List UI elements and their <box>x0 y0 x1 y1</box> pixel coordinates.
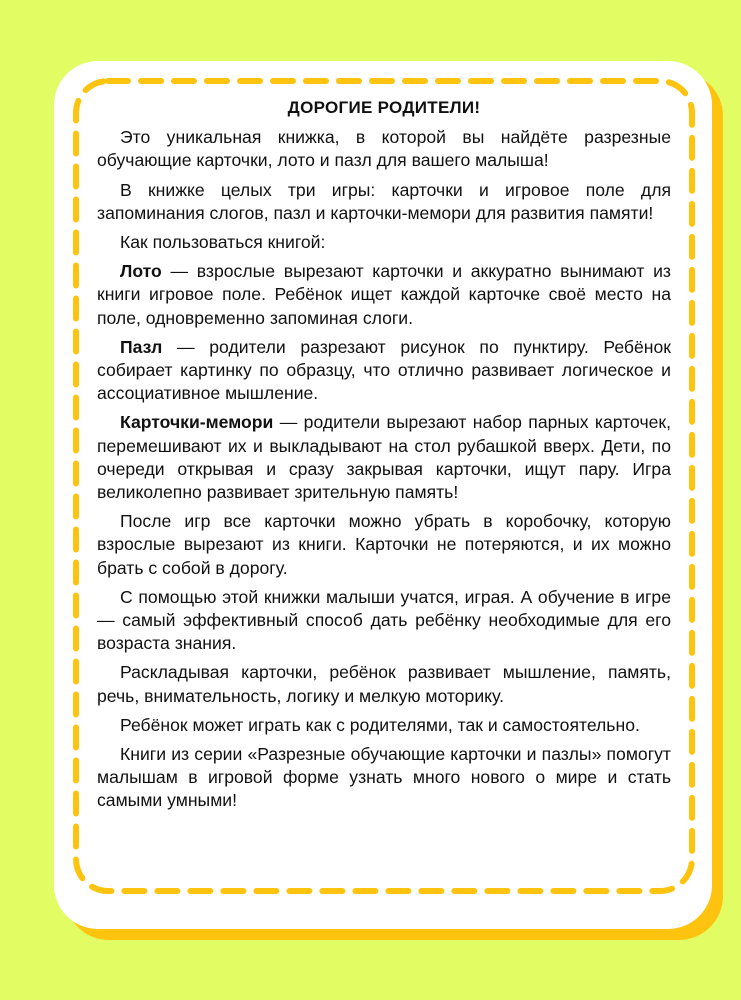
term-puzzle: Пазл <box>120 336 163 357</box>
paragraph-independence: Ребёнок может играть как с родителями, так и самостоятельно. <box>120 714 640 735</box>
paragraph-storage-box: После игр все карточки можно убрать в коробочку, которую взрослые вырезают из книги. Карточки не потеряются, и их можно брать с собой в дорогу. <box>97 511 671 578</box>
paragraph-learning-by-play: С помощью этой книжки малыши учатся, играя. А обучение в игре — самый эффективный способ дать ребёнку необходимые для его возраста знания. <box>97 586 671 654</box>
paragraph-memory-cards: Карточки-мемори — родители вырезают набор парных карточек, перемешивают их и выкладывают на стол рубашкой вверх. Дети, по очереди открывая и сразу закрывая карточки, ищут пару. Игра великолепно развивает зрительную память! <box>97 412 671 503</box>
paragraph-puzzle: Пазл — родители разрезают рисунок по пунктиру. Ребёнок собирает картинку по образцу, что отлично развивает логическое и ассоциативное мышление. <box>97 336 671 404</box>
paragraph-lotto: Лото — взрослые вырезают карточки и аккуратно вынимают из книги игровое поле. Ребёнок ищет каждой карточке своё место на поле, одновременно запоминая слоги. <box>97 261 671 328</box>
term-lotto: Лото <box>120 261 162 282</box>
paragraph-intro: Это уникальная книжка, в которой вы найдёте разрезные обучающие карточки, лото и пазл для вашего малыша! <box>97 127 671 171</box>
paragraph-how-to-use: Как пользоваться книгой: <box>120 232 326 253</box>
note-content <box>97 96 671 819</box>
term-memory-cards: Карточки-мемори <box>120 412 274 433</box>
paragraph-three-games: В книжке целых три игры: карточки и игровое поле для запоминания слогов, пазл и карточки-мемори для развития памяти! <box>97 179 671 223</box>
paragraph-series: Книги из серии «Разрезные обучающие карточки и пазлы» помогут малышам в игровой форме узнать много нового о мире и стать самыми умными! <box>97 744 671 811</box>
paragraph-skills: Раскладывая карточки, ребёнок развивает мышление, память, речь, внимательность, логику и мелкую моторику. <box>97 662 671 706</box>
page-title: ДОРОГИЕ РОДИТЕЛИ! <box>287 98 481 117</box>
